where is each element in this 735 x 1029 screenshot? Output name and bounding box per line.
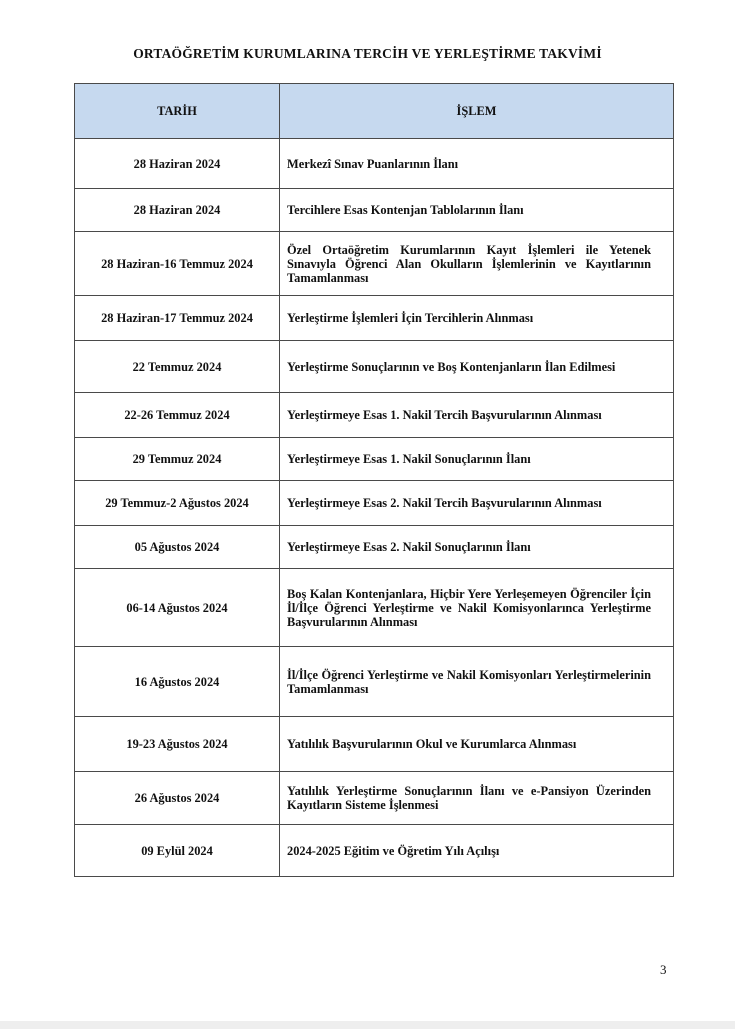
document-title: ORTAÖĞRETİM KURUMLARINA TERCİH VE YERLEŞTİRME TAKVİMİ bbox=[133, 46, 602, 61]
action-cell: Tercihlere Esas Kontenjan Tablolarının İlanı bbox=[280, 189, 674, 232]
table-row bbox=[75, 438, 674, 481]
action-cell: 2024-2025 Eğitim ve Öğretim Yılı Açılışı bbox=[280, 825, 674, 877]
table-row bbox=[75, 717, 674, 772]
table-row bbox=[75, 772, 674, 825]
date-cell: 19-23 Ağustos 2024 bbox=[75, 717, 280, 772]
date-cell: 09 Eylül 2024 bbox=[75, 825, 280, 877]
date-cell: 05 Ağustos 2024 bbox=[75, 526, 280, 569]
action-column-header: İŞLEM bbox=[280, 84, 674, 139]
action-cell: Yerleştirmeye Esas 1. Nakil Tercih Başvurularının Alınması bbox=[280, 393, 674, 438]
date-cell: 16 Ağustos 2024 bbox=[75, 647, 280, 717]
date-cell: 28 Haziran-16 Temmuz 2024 bbox=[75, 232, 280, 296]
page-bottom-edge bbox=[0, 1021, 735, 1029]
table-row bbox=[75, 189, 674, 232]
date-cell: 22-26 Temmuz 2024 bbox=[75, 393, 280, 438]
date-column-header: TARİH bbox=[75, 84, 280, 139]
action-cell: Yatılılık Yerleştirme Sonuçlarının İlanı ve e-Pansiyon Üzerinden Kayıtların Sisteme İşlenmesi bbox=[280, 772, 674, 825]
date-cell: 28 Haziran-17 Temmuz 2024 bbox=[75, 296, 280, 341]
table-row bbox=[75, 341, 674, 393]
table-row bbox=[75, 647, 674, 717]
action-cell: Yerleştirmeye Esas 1. Nakil Sonuçlarının İlanı bbox=[280, 438, 674, 481]
date-cell: 26 Ağustos 2024 bbox=[75, 772, 280, 825]
table-row bbox=[75, 481, 674, 526]
date-cell: 06-14 Ağustos 2024 bbox=[75, 569, 280, 647]
action-cell: Yerleştirmeye Esas 2. Nakil Tercih Başvurularının Alınması bbox=[280, 481, 674, 526]
table-row bbox=[75, 569, 674, 647]
action-cell: Yatılılık Başvurularının Okul ve Kurumlarca Alınması bbox=[280, 717, 674, 772]
date-cell: 28 Haziran 2024 bbox=[75, 139, 280, 189]
date-cell: 29 Temmuz-2 Ağustos 2024 bbox=[75, 481, 280, 526]
schedule-table bbox=[74, 83, 674, 877]
action-cell: Yerleştirmeye Esas 2. Nakil Sonuçlarının İlanı bbox=[280, 526, 674, 569]
table-row bbox=[75, 825, 674, 877]
action-cell: Özel Ortaöğretim Kurumlarının Kayıt İşlemleri ile Yetenek Sınavıyla Öğrenci Alan Okulların İşlemlerinin ve Kayıtlarının Tamamlanması bbox=[280, 232, 674, 296]
action-cell: Merkezî Sınav Puanlarının İlanı bbox=[280, 139, 674, 189]
action-cell: Yerleştirme İşlemleri İçin Tercihlerin Alınması bbox=[280, 296, 674, 341]
table-row bbox=[75, 526, 674, 569]
table-header-row bbox=[75, 84, 674, 139]
action-cell: İl/İlçe Öğrenci Yerleştirme ve Nakil Komisyonları Yerleştirmelerinin Tamamlanması bbox=[280, 647, 674, 717]
table-row bbox=[75, 393, 674, 438]
action-cell: Boş Kalan Kontenjanlara, Hiçbir Yere Yerleşemeyen Öğrenciler İçin İl/İlçe Öğrenci Yerleştirme ve Nakil Komisyonlarınca Yerleştirme Başvurularının Alınması bbox=[280, 569, 674, 647]
date-cell: 28 Haziran 2024 bbox=[75, 189, 280, 232]
table-row bbox=[75, 139, 674, 189]
page-number: 3 bbox=[660, 962, 667, 977]
action-cell: Yerleştirme Sonuçlarının ve Boş Kontenjanların İlan Edilmesi bbox=[280, 341, 674, 393]
date-cell: 29 Temmuz 2024 bbox=[75, 438, 280, 481]
date-cell: 22 Temmuz 2024 bbox=[75, 341, 280, 393]
table-row bbox=[75, 296, 674, 341]
table-row bbox=[75, 232, 674, 296]
